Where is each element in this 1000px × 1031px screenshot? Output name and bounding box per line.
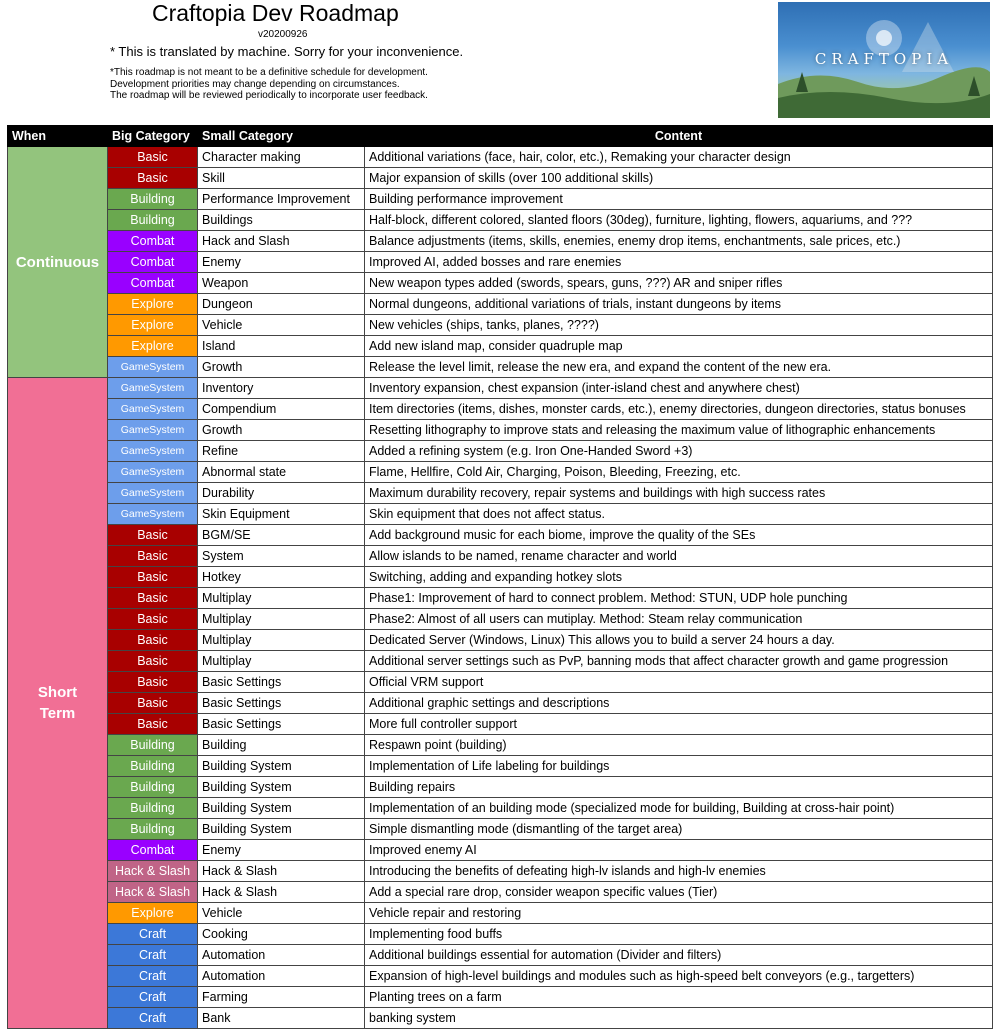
content-cell: Expansion of high-level buildings and modules such as high-speed belt conveyors (e.g., targetters) <box>365 966 993 987</box>
small-category-cell: Vehicle <box>198 315 365 336</box>
big-category-cell: GameSystem <box>108 378 198 399</box>
content-cell: Half-block, different colored, slanted floors (30deg), furniture, lighting, flowers, aquariums, and ??? <box>365 210 993 231</box>
table-row <box>8 231 993 252</box>
small-category-cell: Building System <box>198 819 365 840</box>
small-category-cell: Skill <box>198 168 365 189</box>
small-category-cell: Dungeon <box>198 294 365 315</box>
content-cell: Additional server settings such as PvP, banning mods that affect character growth and game progression <box>365 651 993 672</box>
big-category-cell: Basic <box>108 714 198 735</box>
big-category-cell: Building <box>108 777 198 798</box>
small-category-cell: Basic Settings <box>198 693 365 714</box>
disclaimer <box>110 67 428 102</box>
content-cell: Flame, Hellfire, Cold Air, Charging, Poison, Bleeding, Freezing, etc. <box>365 462 993 483</box>
content-cell: Item directories (items, dishes, monster cards, etc.), enemy directories, dungeon directories, status bonuses <box>365 399 993 420</box>
header-content: Content <box>365 126 993 147</box>
table-row <box>8 336 993 357</box>
big-category-cell: Explore <box>108 315 198 336</box>
big-category-cell: Basic <box>108 609 198 630</box>
big-category-cell: Combat <box>108 231 198 252</box>
big-category-cell: GameSystem <box>108 399 198 420</box>
big-category-cell: Building <box>108 735 198 756</box>
table-row <box>8 609 993 630</box>
big-category-cell: Craft <box>108 1008 198 1029</box>
small-category-cell: Basic Settings <box>198 672 365 693</box>
small-category-cell: Multiplay <box>198 630 365 651</box>
game-logo-text: CRAFTOPIA <box>814 50 954 68</box>
small-category-cell: Weapon <box>198 273 365 294</box>
content-cell: Add a special rare drop, consider weapon specific values (Tier) <box>365 882 993 903</box>
small-category-cell: Island <box>198 336 365 357</box>
content-cell: Add new island map, consider quadruple map <box>365 336 993 357</box>
small-category-cell: Abnormal state <box>198 462 365 483</box>
translation-note: * This is translated by machine. Sorry for your inconvenience. <box>110 44 464 59</box>
table-row <box>8 315 993 336</box>
header-small-category: Small Category <box>198 126 365 147</box>
table-row <box>8 693 993 714</box>
small-category-cell: Inventory <box>198 378 365 399</box>
table-row <box>8 987 993 1008</box>
small-category-cell: Hotkey <box>198 567 365 588</box>
big-category-cell: Craft <box>108 987 198 1008</box>
roadmap-body <box>8 147 993 1029</box>
content-cell: Dedicated Server (Windows, Linux) This allows you to build a server 24 hours a day. <box>365 630 993 651</box>
roadmap-table <box>7 125 993 1029</box>
small-category-cell: Compendium <box>198 399 365 420</box>
table-row <box>8 399 993 420</box>
content-cell: banking system <box>365 1008 993 1029</box>
small-category-cell: Automation <box>198 945 365 966</box>
content-cell: Inventory expansion, chest expansion (inter-island chest and anywhere chest) <box>365 378 993 399</box>
when-continuous: Continuous <box>8 147 108 378</box>
small-category-cell: BGM/SE <box>198 525 365 546</box>
big-category-cell: Basic <box>108 168 198 189</box>
small-category-cell: Multiplay <box>198 651 365 672</box>
table-row <box>8 840 993 861</box>
disclaimer-line: Development priorities may change depending on circumstances. <box>110 78 400 90</box>
big-category-cell: Building <box>108 756 198 777</box>
small-category-cell: Hack & Slash <box>198 861 365 882</box>
big-category-cell: GameSystem <box>108 462 198 483</box>
big-category-cell: Basic <box>108 693 198 714</box>
disclaimer-line: *This roadmap is not meant to be a definitive schedule for development. <box>110 67 428 78</box>
content-cell: Building repairs <box>365 777 993 798</box>
small-category-cell: Farming <box>198 987 365 1008</box>
small-category-cell: Bank <box>198 1008 365 1029</box>
big-category-cell: Explore <box>108 294 198 315</box>
small-category-cell: Building System <box>198 777 365 798</box>
content-cell: Additional graphic settings and descriptions <box>365 693 993 714</box>
content-cell: Balance adjustments (items, skills, enemies, enemy drop items, enchantments, sale prices, etc.) <box>365 231 993 252</box>
table-row <box>8 252 993 273</box>
table-row <box>8 483 993 504</box>
content-cell: Respawn point (building) <box>365 735 993 756</box>
big-category-cell: Basic <box>108 546 198 567</box>
big-category-cell: Basic <box>108 651 198 672</box>
version-label: v20200926 <box>258 29 308 40</box>
table-row <box>8 924 993 945</box>
content-cell: New vehicles (ships, tanks, planes, ????) <box>365 315 993 336</box>
content-cell: More full controller support <box>365 714 993 735</box>
table-row <box>8 777 993 798</box>
table-row <box>8 651 993 672</box>
content-cell: Vehicle repair and restoring <box>365 903 993 924</box>
table-row <box>8 168 993 189</box>
content-cell: Improved enemy AI <box>365 840 993 861</box>
content-cell: Skin equipment that does not affect status. <box>365 504 993 525</box>
table-row <box>8 357 993 378</box>
big-category-cell: Building <box>108 210 198 231</box>
table-row <box>8 189 993 210</box>
content-cell: Maximum durability recovery, repair systems and buildings with high success rates <box>365 483 993 504</box>
big-category-cell: GameSystem <box>108 441 198 462</box>
table-row <box>8 420 993 441</box>
table-header-row <box>8 126 993 147</box>
table-row <box>8 504 993 525</box>
small-category-cell: Hack and Slash <box>198 231 365 252</box>
table-row <box>8 147 993 168</box>
content-cell: Phase2: Almost of all users can mutiplay. Method: Steam relay communication <box>365 609 993 630</box>
big-category-cell: Explore <box>108 336 198 357</box>
table-row <box>8 1008 993 1029</box>
small-category-cell: Skin Equipment <box>198 504 365 525</box>
big-category-cell: Basic <box>108 630 198 651</box>
content-cell: Major expansion of skills (over 100 additional skills) <box>365 168 993 189</box>
content-cell: Building performance improvement <box>365 189 993 210</box>
table-row <box>8 966 993 987</box>
disclaimer-line: The roadmap will be reviewed periodically to incorporate user feedback. <box>110 90 428 101</box>
content-cell: Planting trees on a farm <box>365 987 993 1008</box>
big-category-cell: GameSystem <box>108 357 198 378</box>
big-category-cell: Combat <box>108 840 198 861</box>
big-category-cell: Craft <box>108 945 198 966</box>
big-category-cell: Basic <box>108 567 198 588</box>
big-category-cell: Building <box>108 189 198 210</box>
table-row <box>8 210 993 231</box>
table-row <box>8 861 993 882</box>
big-category-cell: Combat <box>108 252 198 273</box>
big-category-cell: GameSystem <box>108 420 198 441</box>
content-cell: Simple dismantling mode (dismantling of the target area) <box>365 819 993 840</box>
small-category-cell: Building System <box>198 756 365 777</box>
small-category-cell: Buildings <box>198 210 365 231</box>
small-category-cell: Character making <box>198 147 365 168</box>
big-category-cell: Combat <box>108 273 198 294</box>
small-category-cell: Basic Settings <box>198 714 365 735</box>
table-row <box>8 567 993 588</box>
game-banner-image <box>778 2 990 118</box>
table-row <box>8 798 993 819</box>
small-category-cell: Building <box>198 735 365 756</box>
content-cell: Official VRM support <box>365 672 993 693</box>
content-cell: Resetting lithography to improve stats and releasing the maximum value of lithographic enhancements <box>365 420 993 441</box>
table-row <box>8 945 993 966</box>
page-title: Craftopia Dev Roadmap <box>152 0 399 26</box>
table-row <box>8 882 993 903</box>
small-category-cell: Automation <box>198 966 365 987</box>
small-category-cell: Building System <box>198 798 365 819</box>
table-row <box>8 462 993 483</box>
table-row <box>8 546 993 567</box>
content-cell: Added a refining system (e.g. Iron One-Handed Sword +3) <box>365 441 993 462</box>
small-category-cell: Cooking <box>198 924 365 945</box>
big-category-cell: Basic <box>108 672 198 693</box>
content-cell: Introducing the benefits of defeating high-lv islands and high-lv enemies <box>365 861 993 882</box>
table-row <box>8 735 993 756</box>
big-category-cell: Craft <box>108 966 198 987</box>
big-category-cell: GameSystem <box>108 504 198 525</box>
table-row <box>8 378 993 399</box>
big-category-cell: Craft <box>108 924 198 945</box>
content-cell: Additional variations (face, hair, color, etc.), Remaking your character design <box>365 147 993 168</box>
table-row <box>8 630 993 651</box>
content-cell: Add background music for each biome, improve the quality of the SEs <box>365 525 993 546</box>
big-category-cell: Building <box>108 798 198 819</box>
big-category-cell: Basic <box>108 588 198 609</box>
content-cell: Normal dungeons, additional variations of trials, instant dungeons by items <box>365 294 993 315</box>
table-row <box>8 273 993 294</box>
big-category-cell: Hack & Slash <box>108 882 198 903</box>
small-category-cell: Vehicle <box>198 903 365 924</box>
small-category-cell: Growth <box>198 420 365 441</box>
big-category-cell: Basic <box>108 525 198 546</box>
content-cell: Release the level limit, release the new era, and expand the content of the new era. <box>365 357 993 378</box>
small-category-cell: Durability <box>198 483 365 504</box>
big-category-cell: Explore <box>108 903 198 924</box>
content-cell: Additional buildings essential for automation (Divider and filters) <box>365 945 993 966</box>
table-row <box>8 294 993 315</box>
small-category-cell: Enemy <box>198 840 365 861</box>
table-row <box>8 714 993 735</box>
table-row <box>8 756 993 777</box>
big-category-cell: Basic <box>108 147 198 168</box>
content-cell: Switching, adding and expanding hotkey slots <box>365 567 993 588</box>
content-cell: Improved AI, added bosses and rare enemies <box>365 252 993 273</box>
small-category-cell: Enemy <box>198 252 365 273</box>
small-category-cell: Multiplay <box>198 609 365 630</box>
content-cell: New weapon types added (swords, spears, guns, ???) AR and sniper rifles <box>365 273 993 294</box>
table-row <box>8 819 993 840</box>
small-category-cell: System <box>198 546 365 567</box>
big-category-cell: Hack & Slash <box>108 861 198 882</box>
small-category-cell: Performance Improvement <box>198 189 365 210</box>
small-category-cell: Growth <box>198 357 365 378</box>
content-cell: Phase1: Improvement of hard to connect problem. Method: STUN, UDP hole punching <box>365 588 993 609</box>
big-category-cell: Building <box>108 819 198 840</box>
content-cell: Allow islands to be named, rename character and world <box>365 546 993 567</box>
when-short-term: Short Term <box>8 378 108 1029</box>
table-row <box>8 588 993 609</box>
content-cell: Implementing food buffs <box>365 924 993 945</box>
content-cell: Implementation of an building mode (specialized mode for building, Building at cross-hair point) <box>365 798 993 819</box>
small-category-cell: Refine <box>198 441 365 462</box>
table-row <box>8 903 993 924</box>
header-big-category: Big Category <box>108 126 198 147</box>
small-category-cell: Hack & Slash <box>198 882 365 903</box>
table-row <box>8 525 993 546</box>
table-row <box>8 672 993 693</box>
table-row <box>8 441 993 462</box>
small-category-cell: Multiplay <box>198 588 365 609</box>
big-category-cell: GameSystem <box>108 483 198 504</box>
header-when: When <box>8 126 108 147</box>
content-cell: Implementation of Life labeling for buildings <box>365 756 993 777</box>
